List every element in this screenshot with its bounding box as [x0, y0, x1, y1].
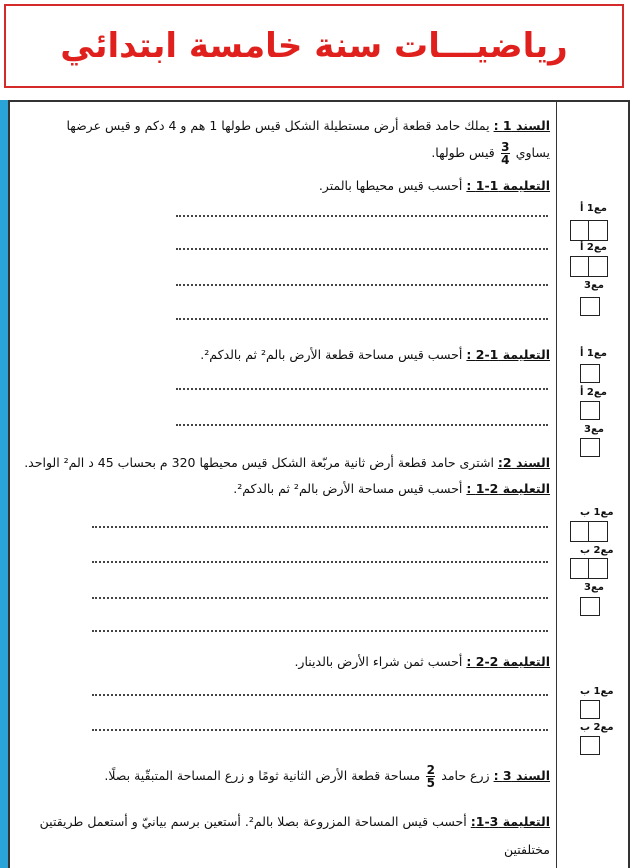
text: قيس طولها.	[431, 145, 495, 160]
score-box[interactable]	[580, 297, 600, 316]
support-1-line-2	[431, 141, 550, 166]
criterion-label: مع1 أ	[580, 203, 607, 214]
support-1-line-1	[67, 118, 551, 133]
support-1-text: يملك حامد قطعة أرض مستطيلة الشكل قيس طولها 1 هم و 4 دكم و قيس عرضها	[66, 118, 490, 133]
criterion-label: مع3	[584, 280, 604, 291]
criteria-column-divider	[556, 100, 557, 868]
instruction-text: أحسب قيس محيطها بالمتر.	[318, 178, 463, 193]
instruction-label: التعليمة 2-2 :	[466, 654, 550, 669]
answer-line[interactable]	[92, 630, 548, 632]
criterion-label: مع1 ب	[580, 686, 614, 697]
score-box[interactable]	[570, 256, 608, 277]
score-box[interactable]	[580, 401, 600, 420]
support-1-label: السند 1 :	[493, 118, 550, 133]
answer-line[interactable]	[176, 318, 548, 320]
criterion-label: مع2 ب	[580, 545, 614, 556]
fraction	[426, 764, 435, 789]
instruction-3-1-cont: مختلفتين	[503, 842, 550, 857]
worksheet-title: رياضيـــات سنة خامسة ابتدائي	[60, 26, 568, 66]
support-2	[24, 455, 550, 470]
score-box[interactable]	[570, 558, 608, 579]
instruction-1-1	[319, 178, 550, 193]
score-box[interactable]	[580, 438, 600, 457]
instruction-label: التعليمة 3-1:	[470, 814, 550, 829]
answer-line[interactable]	[176, 424, 548, 426]
answer-line[interactable]	[92, 561, 548, 563]
score-box[interactable]	[580, 736, 600, 755]
answer-line[interactable]	[176, 248, 548, 250]
answer-line[interactable]	[92, 729, 548, 731]
denominator: 4	[501, 153, 510, 167]
instruction-1-2	[200, 347, 550, 362]
criterion-label: مع1 ب	[580, 507, 614, 518]
instruction-text: أحسب قيس المساحة المزروعة بصلا بالم². أستعين برسم بيانيّ و أستعمل طريقتين	[39, 814, 467, 829]
instruction-3-1	[40, 814, 550, 829]
criterion-label: مع2 أ	[580, 242, 607, 253]
denominator: 5	[426, 776, 435, 790]
answer-line[interactable]	[92, 597, 548, 599]
score-box[interactable]	[580, 700, 600, 719]
criterion-label: مع3	[584, 582, 604, 593]
criterion-label: مع2 أ	[580, 387, 607, 398]
page-edge	[0, 100, 10, 868]
answer-line[interactable]	[92, 694, 548, 696]
answer-line[interactable]	[176, 284, 548, 286]
instruction-label: التعليمة 1-1 :	[466, 178, 550, 193]
text: مساحة قطعة الأرض الثانية ثومًا و زرع المساحة المتبقّية بصلًا.	[104, 768, 421, 783]
support-2-text: اشترى حامد قطعة أرض ثانية مربّعة الشكل قيس محيطها 320 م بحساب 45 د الم² الواحد.	[24, 455, 494, 470]
support-3	[104, 764, 550, 789]
title-banner	[4, 4, 624, 88]
score-box[interactable]	[570, 521, 608, 542]
instruction-2-1	[233, 481, 550, 496]
text: يساوي	[515, 145, 550, 160]
numerator: 2	[426, 763, 435, 777]
answer-line[interactable]	[176, 215, 548, 217]
fraction	[501, 141, 510, 166]
score-box[interactable]	[570, 220, 608, 241]
score-box[interactable]	[580, 364, 600, 383]
text: زرع حامد	[441, 768, 490, 783]
instruction-text: أحسب ثمن شراء الأرض بالدينار.	[294, 654, 463, 669]
instruction-label: التعليمة 2-1 :	[466, 481, 550, 496]
instruction-text: أحسب قيس مساحة قطعة الأرض بالم² ثم بالدكم².	[200, 347, 463, 362]
answer-line[interactable]	[92, 526, 548, 528]
support-3-label: السند 3 :	[493, 768, 550, 783]
instruction-text: أحسب قيس مساحة الأرض بالم² ثم بالدكم².	[233, 481, 463, 496]
instruction-2-2	[294, 654, 550, 669]
support-2-label: السند 2:	[497, 455, 550, 470]
instruction-label: التعليمة 1-2 :	[466, 347, 550, 362]
criterion-label: مع1 أ	[580, 348, 607, 359]
numerator: 3	[501, 140, 510, 154]
score-box[interactable]	[580, 597, 600, 616]
criterion-label: مع2 ب	[580, 722, 614, 733]
answer-line[interactable]	[176, 388, 548, 390]
criterion-label: مع3	[584, 424, 604, 435]
